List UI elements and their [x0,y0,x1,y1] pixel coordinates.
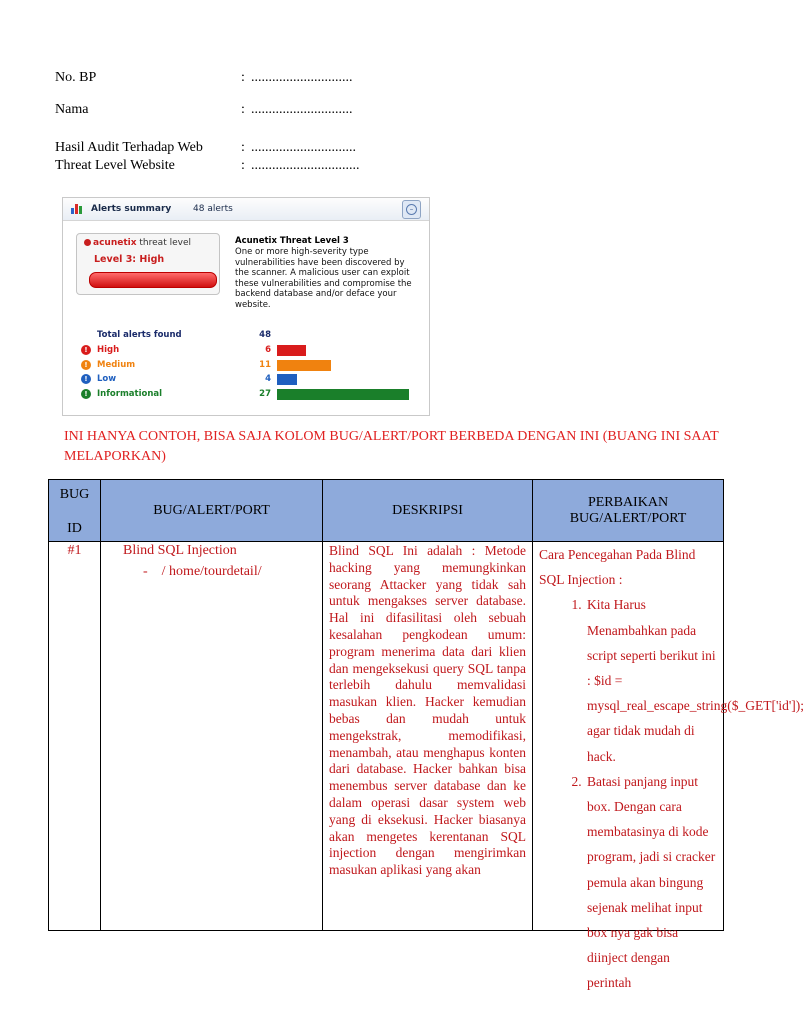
alert-path-item: - / home/tourdetail/ [143,564,262,579]
minus-icon: – [406,204,417,215]
fix-item: 2. Batasi panjang input box. Dengan cara membatasinya di kode program, jadi si cracker pemula akan bingung sejenak melihat input box nya gak bisa diinject dengan perintah [585,769,717,996]
alert-row-low [81,373,421,386]
cell-alert [101,542,323,930]
header-deskripsi: DESKRIPSI [323,480,533,542]
header-bug-alert-port: BUG/ALERT/PORT [101,480,323,542]
cell-perbaikan [533,542,804,991]
alerts-summary-title: Alerts summary [91,204,172,214]
alert-severity-label: Low [97,374,117,384]
threat-level-box [76,233,220,295]
alert-severity-label: Informational [97,388,163,399]
header-bug-id: BUG ID [49,480,101,542]
alert-severity-label: High [97,345,120,355]
cell-bug-id [49,542,101,930]
fix-item: 1. Kita Harus Menambahkan pada script seperti berikut ini : $id = mysql_real_escape_string($_GET['id']); agar tidak mudah di hack. [585,592,717,768]
threat-title: Acunetix Threat Level 3 [235,236,349,246]
alert-row-high [81,344,421,357]
audit-table [48,479,804,991]
threat-description: One or more high-severity type vulnerabilities have been discovered by the scanner. A malicious user can exploit these vulnerabilities and compromise the backend database and/or deface your website. [235,247,412,310]
bug-id-value: #1 [67,543,82,558]
field-value: ............................... [251,158,360,173]
fix-content [533,542,804,996]
alert-row-informational [81,388,421,401]
total-alerts-value: 48 [259,330,271,340]
total-alerts-row [81,329,421,342]
field-label: Hasil Audit Terhadap Web [55,140,203,155]
alert-severity-bar [277,374,297,385]
alert-severity-value: 11 [259,359,271,370]
field-nama: Nama : ............................. [55,102,353,117]
field-label: No. BP [55,70,97,85]
field-label: Threat Level Website [55,158,175,173]
cell-deskripsi [323,542,533,930]
severity-icon: ! [81,360,91,370]
field-label: Nama [55,102,89,117]
fix-list [539,592,804,995]
threat-level-bar [89,272,217,288]
field-value: ............................. [251,102,353,117]
total-alerts-label: Total alerts found [97,330,182,340]
collapse-button[interactable] [402,200,421,219]
alert-severity-bar [277,389,409,400]
alert-severity-bar [277,360,331,371]
header-perbaikan: PERBAIKAN BUG/ALERT/PORT [533,480,723,542]
alert-severity-label: Medium [97,359,136,370]
field-hasil-audit: Hasil Audit Terhadap Web : .............................. [55,140,356,155]
alerts-count: 48 alerts [193,204,233,214]
alerts-summary-header [63,198,429,221]
threat-level-label: Level 3: High [94,254,165,265]
field-no-bp: No. BP : ............................. [55,70,353,85]
alert-severity-bar [277,345,306,356]
field-threat-level: Threat Level Website : ............................... [55,158,360,173]
alert-severity-value: 4 [265,374,271,384]
severity-icon: ! [81,345,91,355]
severity-icon: ! [81,389,91,399]
acunetix-logo: acunetix threat level [84,238,191,248]
alert-name: Blind SQL Injection [123,543,237,558]
chart-icon [71,204,83,214]
instruction-note: INI HANYA CONTOH, BISA SAJA KOLOM BUG/ALERT/PORT BERBEDA DENGAN INI (BUANG INI SAAT MELAPORKAN) [64,429,719,464]
severity-icon: ! [81,374,91,384]
field-value: ............................. [251,70,353,85]
alert-severity-value: 6 [265,345,271,355]
logo-icon [84,239,91,246]
alert-severity-value: 27 [259,388,271,399]
alerts-summary-panel [62,197,430,416]
fix-intro: Cara Pencegahan Pada Blind SQL Injection : [539,547,696,588]
alert-path: / home/tourdetail/ [161,564,262,579]
field-value: .............................. [251,140,356,155]
alert-row-medium [81,359,421,372]
description-text: Blind SQL Ini adalah : Metode hacking yang memungkinkan seorang Attacker yang tidak sah untuk mengakses server database. Hal ini difasilitasi oleh sebuah kesalahan pengkodean umum: program menerima data dari klien dan mengeksekusi query SQL tanpa terlebih dahulu memvalidasi masukan klien. Hacker kemudian bebas dan mudah untuk mengekstrak, memodifikasi, menambah, atau menghapus konten dari database. Hacker bahkan bisa menembus server database dan ke dalam operasi dasar system web yang di eksekusi. Hacker biasanya akan mengetes kerentanan SQL injection dengan mengirimkan masukan aplikasi yang akan [329,543,526,878]
